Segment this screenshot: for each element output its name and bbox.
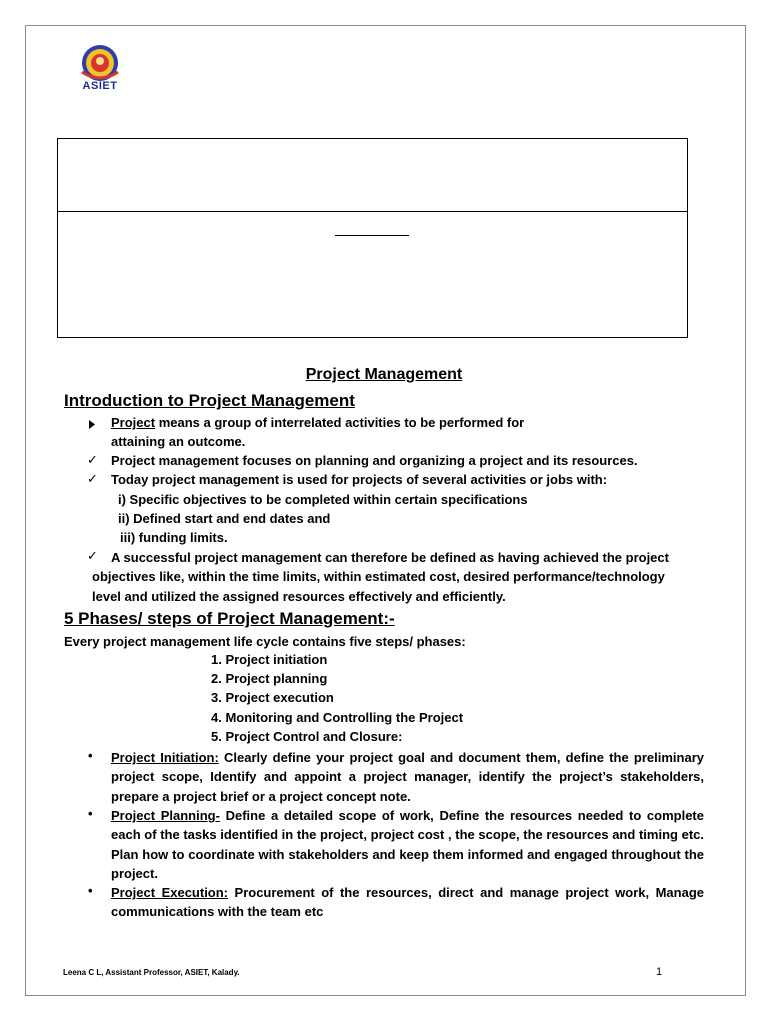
checkmark-icon: ✓: [87, 471, 98, 486]
triangle-right-icon: [88, 419, 96, 430]
emblem-icon: [68, 42, 132, 82]
sub-item: ii) Defined start and end dates and: [118, 511, 331, 526]
intro-point-4-cont: objectives like, within the time limits, within estimated cost, desired performance/technology: [92, 569, 665, 584]
phase-step: 3. Project execution: [211, 690, 334, 705]
phase-detail-term: Project Initiation:: [111, 750, 219, 765]
logo-text: ASIET: [82, 80, 118, 92]
phase-step: 4. Monitoring and Controlling the Project: [211, 710, 464, 725]
phase-detail-planning: [111, 806, 704, 883]
project-term: Project: [111, 415, 156, 430]
intro-point-2: Project management focuses on planning and organizing a project and its resources.: [111, 453, 638, 468]
phase-detail-text: Procurement of the resources, direct and manage project work, Manage communications with the team etc: [111, 885, 705, 920]
phases-lead: Every project management life cycle contains five steps/ phases:: [64, 634, 466, 649]
intro-point-1: [111, 415, 524, 430]
intro-point-1-cont: attaining an outcome.: [111, 434, 246, 449]
phase-step: 5. Project Control and Closure:: [211, 729, 403, 744]
phase-detail-text: Define a detailed scope of work, Define the resources needed to complete each of the tasks identified in the project, project cost , the scope, the resources and timing etc. Plan how to coordinate with stakeholders and keep them informed and engaged throughout the project.: [111, 808, 704, 881]
bullet-icon: •: [88, 883, 93, 898]
phase-detail-term: Project Planning-: [111, 808, 220, 823]
page-title: Project Management: [305, 366, 463, 383]
bullet-icon: •: [88, 806, 93, 821]
intro-heading: Introduction to Project Management: [64, 391, 355, 410]
intro-point-3: Today project management is used for projects of several activities or jobs with:: [111, 472, 608, 487]
phase-detail-execution: [111, 883, 704, 922]
header-underline: [335, 235, 409, 236]
page-number: 1: [656, 966, 663, 978]
checkmark-icon: ✓: [87, 452, 98, 467]
intro-point-4-cont: level and utilized the assigned resources effectively and efficiently.: [92, 589, 506, 604]
phase-detail-text: Clearly define your project goal and document them, define the preliminary project scope, Identify and appoint a project manager, identify the project’s stakeholders, prepare a project brief or a project concept note.: [111, 750, 705, 804]
phase-step: 1. Project initiation: [211, 652, 328, 667]
bullet-icon: •: [88, 748, 93, 763]
intro-point-1-text: means a group of interrelated activities to be performed for: [155, 415, 525, 430]
sub-item: i) Specific objectives to be completed within certain specifications: [118, 492, 528, 507]
phase-step: 2. Project planning: [211, 671, 328, 686]
footer-author: Leena C L, Assistant Professor, ASIET, Kalady.: [63, 968, 240, 977]
phase-detail-term: Project Execution:: [111, 885, 229, 900]
intro-point-4: A successful project management can therefore be defined as having achieved the project: [111, 550, 669, 565]
header-box: [57, 138, 688, 338]
phases-heading: 5 Phases/ steps of Project Management:-: [64, 609, 395, 628]
header-divider: [58, 211, 687, 212]
asiet-logo: [68, 42, 132, 94]
phase-detail-initiation: [111, 748, 704, 806]
checkmark-icon: ✓: [87, 548, 98, 563]
sub-item: iii) funding limits.: [120, 530, 228, 545]
